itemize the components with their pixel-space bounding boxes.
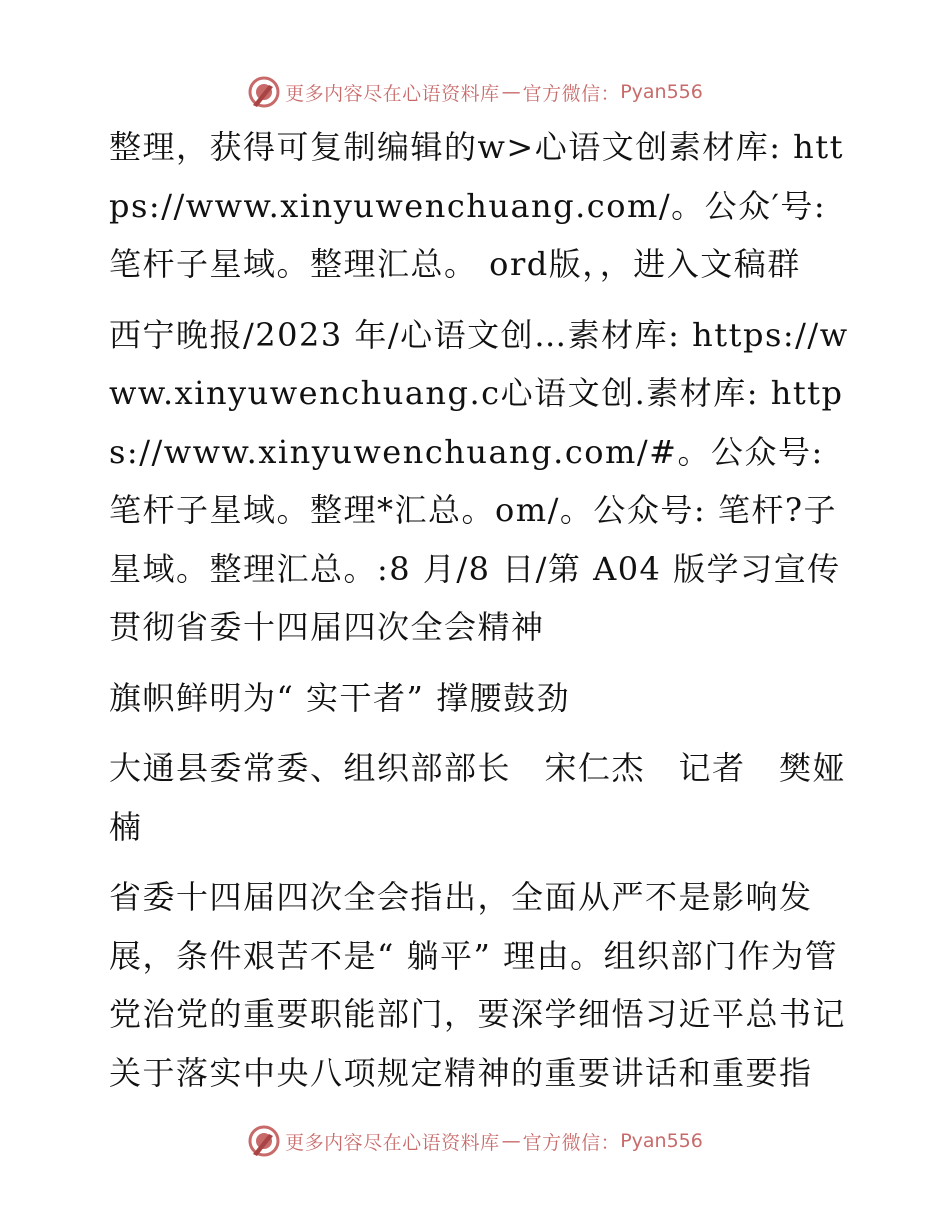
footer-watermark-banner bbox=[0, 1121, 950, 1161]
paragraph-1: 整理，获得可复制编辑的w>心语文创素材库: https://www.xinyuwenchuang.com/。公众′号: 笔杆子星域。整理汇总。 ord版，，进入文稿群 bbox=[109, 128, 844, 283]
document-body bbox=[97, 118, 857, 1114]
banner-text: 更多内容尽在心语资料库 bbox=[285, 1131, 500, 1154]
banner-text: 更多内容尽在心语资料库 bbox=[285, 82, 500, 105]
paragraph-2: 西宁晚报/2023 年/心语文创…素材库: https://www.xinyuwenchuang.c心语文创.素材库: https://www.xinyuwenchuang.com/#。公众号: 笔杆子星域。整理*汇总。om/。公众号: 笔杆?子星域。整理汇总。:8 月/8 日/第 A04 版学习宣传贯彻省委十四届四次全会精神 bbox=[109, 315, 849, 646]
byline: 大通县委常委、组织部部长 宋仁杰 记者 樊娅楠 bbox=[109, 749, 847, 846]
banner-wechat-label: 官方微信： bbox=[522, 1131, 621, 1154]
banner-wechat-id: Pyan556 bbox=[620, 81, 703, 103]
banner-wechat-label: 官方微信： bbox=[522, 82, 621, 105]
banner-separator: — bbox=[501, 1130, 521, 1152]
header-watermark-banner bbox=[0, 72, 950, 112]
pen-logo-icon bbox=[247, 1124, 281, 1158]
paragraph-body: 省委十四届四次全会指出，全面从严不是影响发展，条件艰苦不是“ 躺平” 理由。组织部门作为管党治党的重要职能部门，要深学细悟习近平总书记关于落实中央八项规定精神的重要讲话和重要指 bbox=[109, 878, 847, 1092]
pen-logo-icon bbox=[247, 75, 281, 109]
article-title: 旗帜鲜明为“ 实干者” 撑腰鼓劲 bbox=[109, 678, 571, 717]
banner-separator: — bbox=[501, 81, 521, 103]
banner-wechat-id: Pyan556 bbox=[620, 1130, 703, 1152]
